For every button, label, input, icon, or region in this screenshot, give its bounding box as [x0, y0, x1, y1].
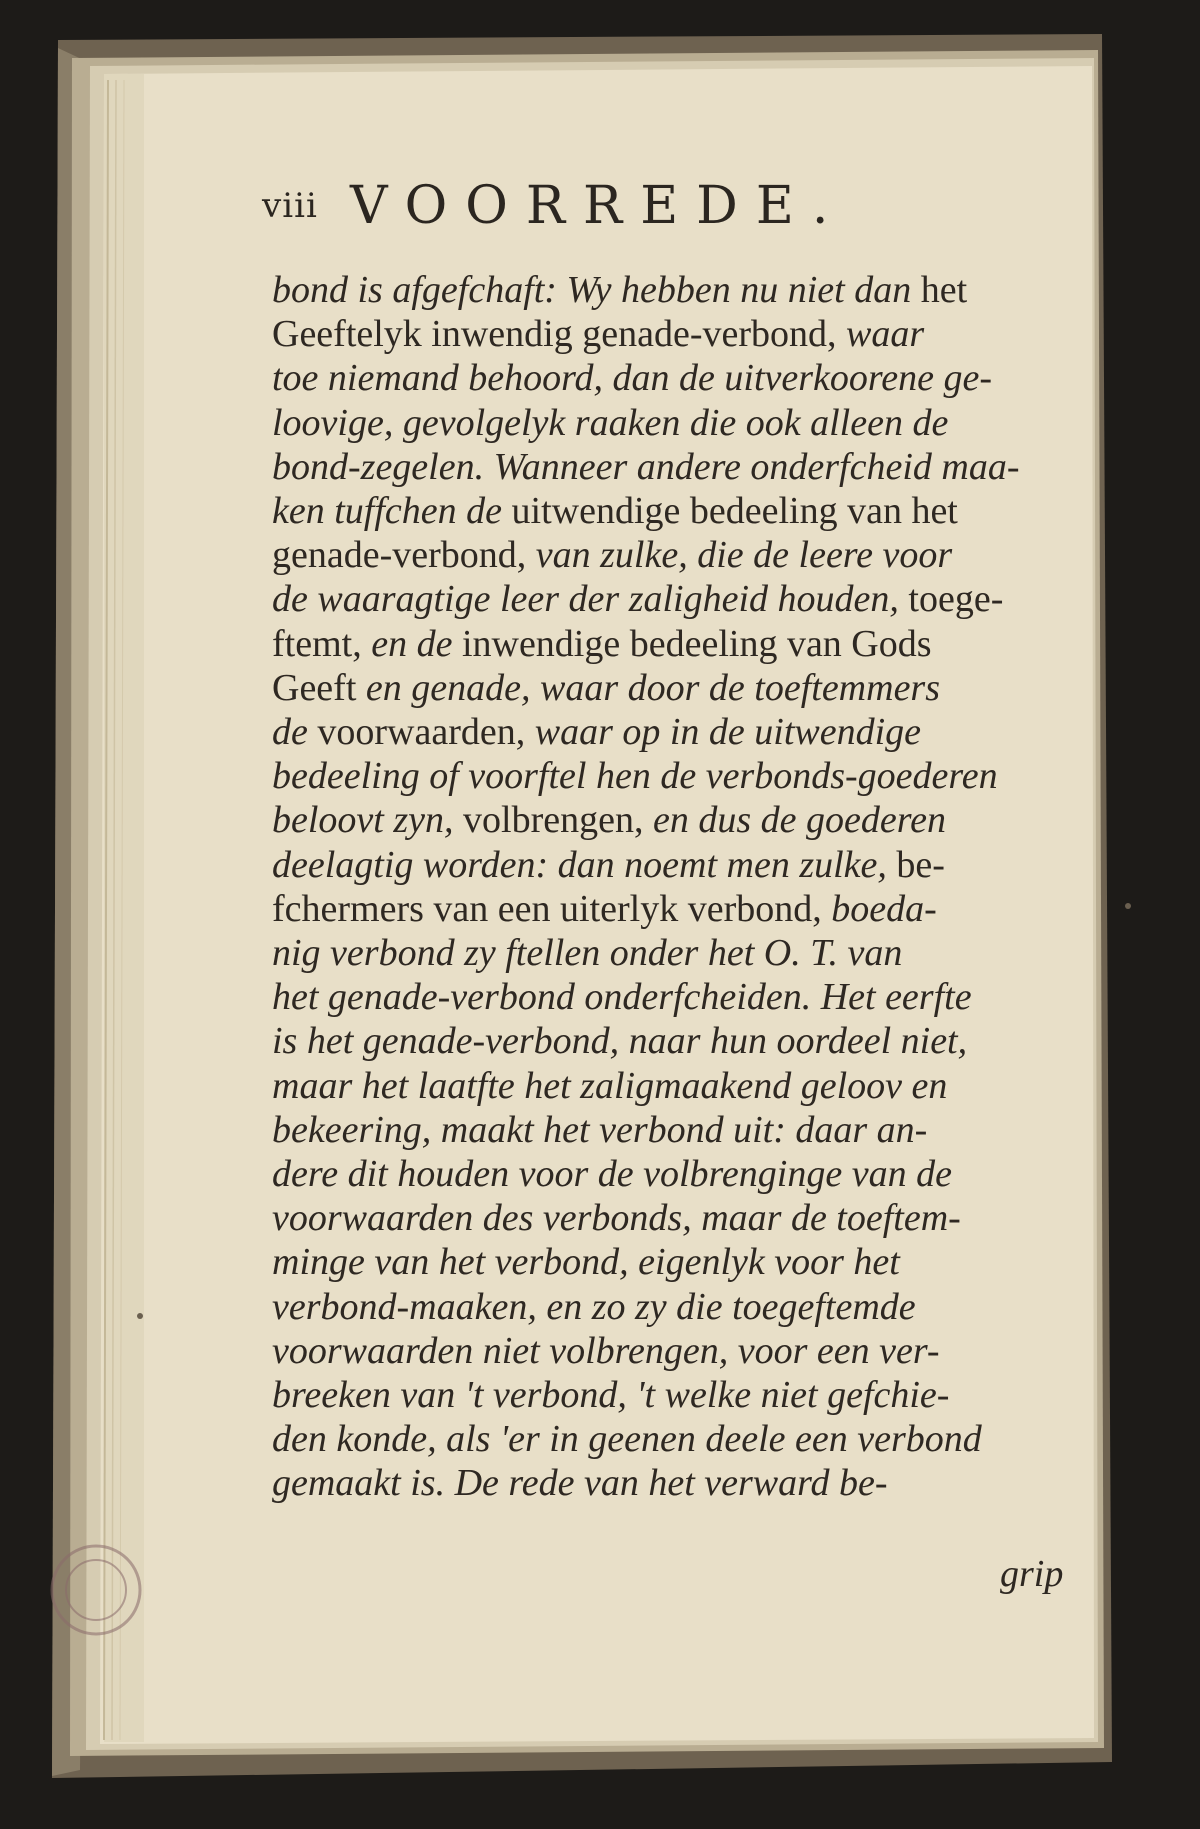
roman-segment: fchermers van een uiterlyk verbond,	[272, 887, 832, 930]
roman-segment: ftemt,	[272, 622, 372, 665]
text-line	[272, 710, 1080, 754]
roman-segment: toege-	[908, 578, 1004, 621]
text-line	[272, 1329, 1080, 1373]
italic-segment: den konde, als 'er in geenen deele een verbond	[272, 1418, 982, 1461]
italic-segment: dere dit houden voor de volbrenginge van de	[272, 1153, 952, 1195]
text-line	[272, 931, 1080, 975]
text-line	[272, 401, 1080, 445]
text-line	[272, 666, 1080, 710]
text-line	[272, 1461, 1080, 1505]
italic-segment: de waaragtige leer der zaligheid houden,	[272, 578, 909, 621]
text-line	[272, 533, 1080, 577]
text-line	[272, 1196, 1080, 1240]
italic-segment: waar	[846, 313, 925, 356]
text-line	[272, 622, 1080, 666]
text-line	[272, 843, 1080, 887]
roman-segment: voorwaarden,	[317, 711, 535, 753]
text-line	[272, 356, 1080, 400]
text-line	[272, 268, 1080, 312]
italic-segment: deelagtig worden: dan noemt men zulke,	[272, 843, 897, 886]
text-line	[272, 798, 1080, 842]
text-line	[272, 489, 1080, 533]
italic-segment: minge van het verbond, eigenlyk voor het	[272, 1241, 900, 1284]
text-line	[272, 1373, 1080, 1417]
text-line	[272, 754, 1080, 798]
roman-segment: Geeft	[272, 666, 366, 709]
italic-segment: voorwaarden des verbonds, maar de toeftem-	[272, 1197, 961, 1240]
text-line	[272, 312, 1080, 356]
text-line	[272, 1064, 1080, 1108]
italic-segment: bekeering, maakt het verbond uit: daar an-	[272, 1108, 928, 1151]
text-line	[272, 975, 1080, 1019]
text-line	[272, 1152, 1080, 1196]
text-line	[272, 1417, 1080, 1461]
roman-segment: volbrengen,	[463, 799, 653, 842]
roman-segment: Geeftelyk inwendig genade-verbond,	[272, 313, 847, 356]
italic-segment: breeken van 't verbond, 't welke niet gefchie-	[272, 1374, 950, 1416]
italic-segment: van zulke, die de leere voor	[535, 534, 953, 577]
text-line	[272, 1019, 1080, 1063]
italic-segment: boeda-	[831, 887, 937, 930]
text-line	[272, 1240, 1080, 1284]
italic-segment: maar het laatfte het zaligmaakend geloov en	[272, 1064, 948, 1107]
text-line	[272, 1108, 1080, 1152]
text-line	[272, 887, 1080, 931]
catchword: grip	[1000, 1553, 1064, 1595]
running-head: VOORREDE.	[350, 176, 847, 236]
italic-segment: loovige, gevolgelyk raaken die ook alleen de	[272, 401, 949, 444]
italic-segment: ken tuffchen de	[272, 490, 512, 532]
text-line	[272, 1285, 1080, 1329]
italic-segment: nig verbond zy ftellen onder het O. T. van	[272, 932, 903, 974]
roman-segment: inwendige bedeeling van Gods	[461, 622, 932, 665]
italic-segment: bedeeling of voorftel hen de verbonds-goederen	[272, 755, 998, 798]
italic-segment: het genade-verbond onderfcheiden. Het eerfte	[272, 976, 972, 1019]
italic-segment: is het genade-verbond, naar hun oordeel niet,	[272, 1020, 968, 1063]
italic-segment: de	[272, 711, 318, 753]
italic-segment: bond-zegelen. Wanneer andere onderfcheid maa-	[272, 445, 1020, 488]
italic-segment: en genade, waar door de toeftemmers	[365, 666, 941, 709]
italic-segment: en de	[371, 622, 462, 665]
italic-segment: en dus de goederen	[652, 799, 946, 842]
text-line	[272, 577, 1080, 621]
roman-segment: be-	[896, 843, 945, 886]
roman-segment: het	[920, 269, 968, 311]
text-line	[272, 445, 1080, 489]
italic-segment: toe niemand behoord, dan de uitverkoorene ge-	[272, 357, 993, 400]
italic-segment: verbond-maaken, en zo zy die toegeftemde	[272, 1285, 916, 1328]
italic-segment: voorwaarden niet volbrengen, voor een ver-	[272, 1329, 940, 1372]
italic-segment: waar op in de uitwendige	[534, 711, 922, 753]
roman-segment: genade-verbond,	[272, 534, 536, 577]
page-number: viii	[262, 186, 318, 226]
italic-segment: beloovt zyn,	[272, 799, 464, 842]
roman-segment: uitwendige bedeeling van het	[511, 490, 958, 532]
italic-segment: bond is afgefchaft: Wy hebben nu niet dan	[272, 269, 921, 311]
italic-segment: gemaakt is. De rede van het verward be-	[272, 1462, 888, 1505]
